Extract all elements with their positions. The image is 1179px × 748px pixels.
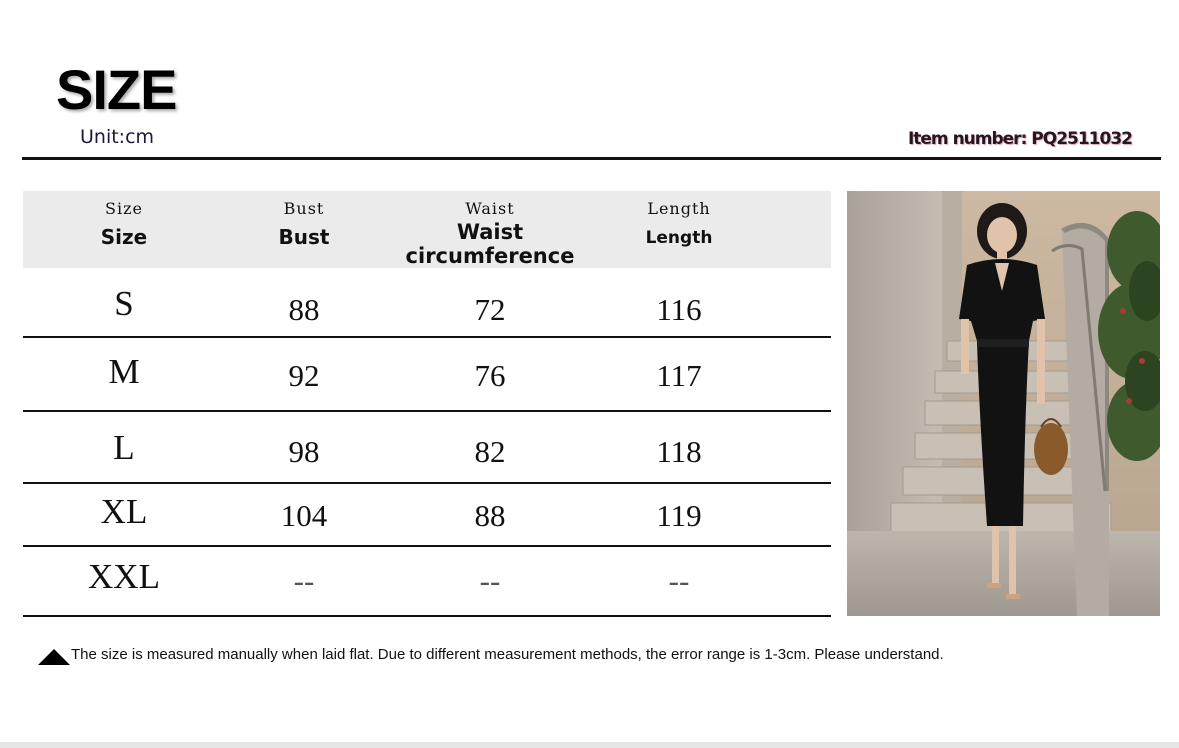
model-photo — [847, 191, 1160, 616]
row-size: XXL — [88, 557, 160, 596]
header-bust — [203, 191, 405, 268]
table-row — [23, 484, 831, 547]
size-table — [23, 191, 831, 598]
table-header — [23, 191, 831, 268]
row-bust: 88 — [288, 292, 320, 327]
header-waist-big: Waist circumference — [405, 220, 575, 269]
row-size: XL — [100, 492, 148, 531]
page-title: SIZE — [56, 58, 177, 121]
header-bust-big: Bust — [278, 225, 330, 249]
row-bust: 104 — [280, 498, 328, 533]
measurement-note: The size is measured manually when laid flat. Due to different measurement methods, the error range is 1-3cm. Please understand. — [71, 646, 944, 663]
row-divider — [23, 615, 831, 617]
row-length: 118 — [656, 434, 702, 469]
row-size: M — [108, 352, 140, 391]
header-length-small: Length — [647, 199, 711, 218]
header-size — [23, 191, 225, 268]
row-waist: 76 — [474, 358, 506, 393]
row-bust: -- — [293, 563, 315, 598]
header-waist — [389, 191, 591, 268]
bottom-strip — [0, 742, 1179, 748]
row-size: S — [114, 284, 134, 323]
table-row — [23, 412, 831, 484]
table-row — [23, 338, 831, 412]
row-waist: -- — [479, 563, 501, 598]
table-row — [23, 268, 831, 338]
table-row — [23, 547, 831, 617]
header-waist-small: Waist — [465, 199, 515, 218]
header-length — [578, 191, 780, 268]
row-length: 116 — [656, 292, 702, 327]
header-size-small: Size — [105, 199, 143, 218]
row-length: 119 — [656, 498, 702, 533]
row-length: -- — [668, 563, 690, 598]
row-length: 117 — [656, 358, 702, 393]
row-bust: 98 — [288, 434, 320, 469]
header-size-big: Size — [100, 225, 148, 249]
row-waist: 82 — [474, 434, 506, 469]
item-number: Item number: PQ2511032 — [907, 129, 1132, 149]
header-length-big: Length — [645, 228, 713, 248]
row-bust: 92 — [288, 358, 320, 393]
header-bust-small: Bust — [283, 199, 325, 218]
row-waist: 72 — [474, 292, 506, 327]
row-waist: 88 — [474, 498, 506, 533]
triangle-icon — [38, 649, 70, 665]
unit-label: Unit:cm — [80, 126, 155, 148]
top-divider — [22, 157, 1161, 160]
row-size: L — [113, 428, 135, 467]
